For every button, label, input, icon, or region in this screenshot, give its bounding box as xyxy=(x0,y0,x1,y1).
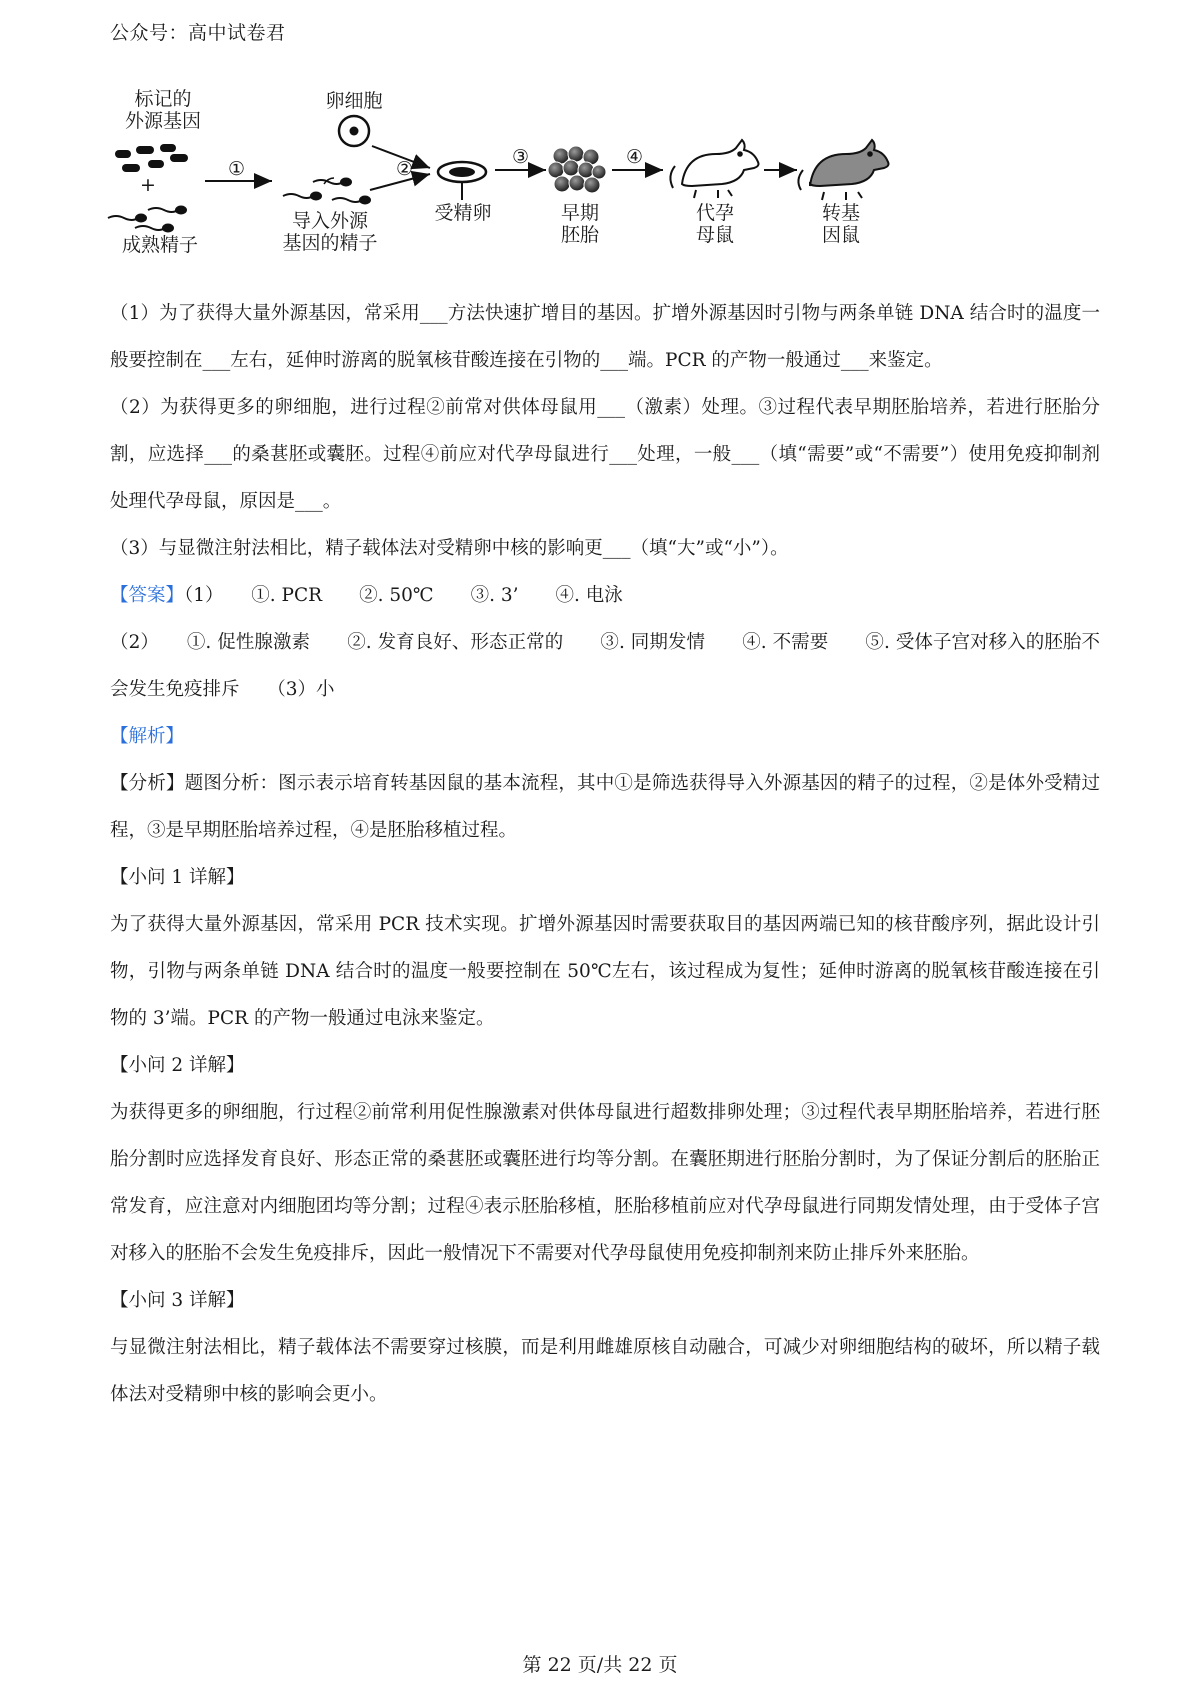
mature-sperm-icon xyxy=(108,207,186,232)
sub-question-3-title: 【小问 3 详解】 xyxy=(110,1290,245,1311)
sub-question-1-text: 为了获得大量外源基因，常采用 PCR 技术实现。扩增外源基因时需要获取目的基因两端已知的核苷酸序列，据此设计引物，引物与两条单链 DNA 结合时的温度一般要控制在 50℃左右，该过程成为复性；延伸时游离的脱氧核苷酸连接在引物的 3’端。PCR 的产物一般通过电泳来鉴定。 xyxy=(110,914,1100,1029)
analysis-label: 【解析】 xyxy=(110,726,185,747)
sub-question-1-title: 【小问 1 详解】 xyxy=(110,867,245,888)
label-plus: + xyxy=(140,174,156,196)
label-sperm-with-gene-line1: 导入外源 xyxy=(291,210,368,232)
label-surrogate-line2: 母鼠 xyxy=(695,224,734,246)
sub-question-3-text: 与显微注射法相比，精子载体法不需要穿过核膜，而是利用雌雄原核自动融合，可减少对卵细胞结构的破坏，所以精子载体法对受精卵中核的影响会更小。 xyxy=(110,1337,1100,1405)
label-mature-sperm: 成熟精子 xyxy=(121,234,198,256)
early-embryo-icon xyxy=(548,146,606,193)
label-egg-cell: 卵细胞 xyxy=(325,90,383,112)
step-3-label: ③ xyxy=(512,146,530,168)
diagram-graphics xyxy=(100,88,960,278)
surrogate-mouse-icon xyxy=(670,140,758,198)
step-1-label: ① xyxy=(228,158,246,180)
question-3: （3）与显微注射法相比，精子载体法对受精卵中核的影响更___（填“大”或“小”）。 xyxy=(110,538,789,559)
question-1: （1）为了获得大量外源基因，常采用___方法快速扩增目的基因。扩增外源基因时引物与两条单链 DNA 结合时的温度一般要控制在___左右，延伸时游离的脱氧核苷酸连接在引物的___端。PCR 的产物一般通过___来鉴定。 xyxy=(110,303,1100,371)
answer-label: 【答案】 xyxy=(110,585,185,606)
egg-cell-icon xyxy=(339,116,369,146)
answer-line-2: （2） ①. 促性腺激素 ②. 发育良好、形态正常的 ③. 同期发情 ④. 不需要 ⑤. 受体子宫对移入的胚胎不会发生免疫排斥 （3）小 xyxy=(110,632,1100,700)
analysis-summary: 【分析】题图分析：图示表示培育转基因鼠的基本流程，其中①是筛选获得导入外源基因的精子的过程，②是体外受精过程，③是早期胚胎培养过程，④是胚胎移植过程。 xyxy=(110,773,1100,841)
label-surrogate-line1: 代孕 xyxy=(695,202,734,224)
label-early-embryo-line2: 胚胎 xyxy=(560,224,599,246)
question-content xyxy=(110,290,1100,1418)
page-header: 公众号：高中试卷君 xyxy=(110,22,286,44)
sperm-with-gene-icon xyxy=(283,178,370,204)
step-4-label: ④ xyxy=(626,146,644,168)
page-number: 第 22 页/共 22 页 xyxy=(522,1654,678,1676)
question-2: （2）为获得更多的卵细胞，进行过程②前常对供体母鼠用___（激素）处理。③过程代表早期胚胎培养，若进行胚胎分割，应选择___的桑葚胚或囊胚。过程④前应对代孕母鼠进行___处理，一般___（填“需要”或“不需要”）使用免疫抑制剂处理代孕母鼠，原因是___。 xyxy=(110,397,1100,512)
label-marked-gene-line2: 外源基因 xyxy=(124,110,201,132)
transgenic-mouse-flow-diagram xyxy=(100,88,960,278)
fertilized-egg-icon xyxy=(438,162,486,200)
answer-part-1: （1） ①. PCR ②. 50℃ ③. 3’ ④. 电泳 xyxy=(184,585,623,606)
label-sperm-with-gene-line2: 基因的精子 xyxy=(282,232,378,254)
label-fertilized-egg: 受精卵 xyxy=(434,202,492,224)
label-marked-gene-line1: 标记的 xyxy=(134,88,192,110)
step-2-label: ② xyxy=(396,158,414,180)
sub-question-2-text: 为获得更多的卵细胞，行过程②前常利用促性腺激素对供体母鼠进行超数排卵处理；③过程代表早期胚胎培养，若进行胚胎分割时应选择发育良好、形态正常的桑葚胚或囊胚进行均等分割。在囊胚期进行胚胎分割时，为了保证分割后的胚胎正常发育，应注意对内细胞团均等分割；过程④表示胚胎移植，胚胎移植前应对代孕母鼠进行同期发情处理，由于受体子宫对移入的胚胎不会发生免疫排斥，因此一般情况下不需要对代孕母鼠使用免疫抑制剂来防止排斥外来胚胎。 xyxy=(110,1102,1100,1264)
label-transgenic-line1: 转基 xyxy=(821,202,860,224)
answer-line-1 xyxy=(110,572,1100,619)
label-transgenic-line2: 因鼠 xyxy=(821,224,860,246)
foreign-gene-icon xyxy=(115,144,188,172)
sub-question-2-title: 【小问 2 详解】 xyxy=(110,1055,245,1076)
transgenic-mouse-icon xyxy=(798,140,888,200)
label-early-embryo-line1: 早期 xyxy=(560,202,599,224)
